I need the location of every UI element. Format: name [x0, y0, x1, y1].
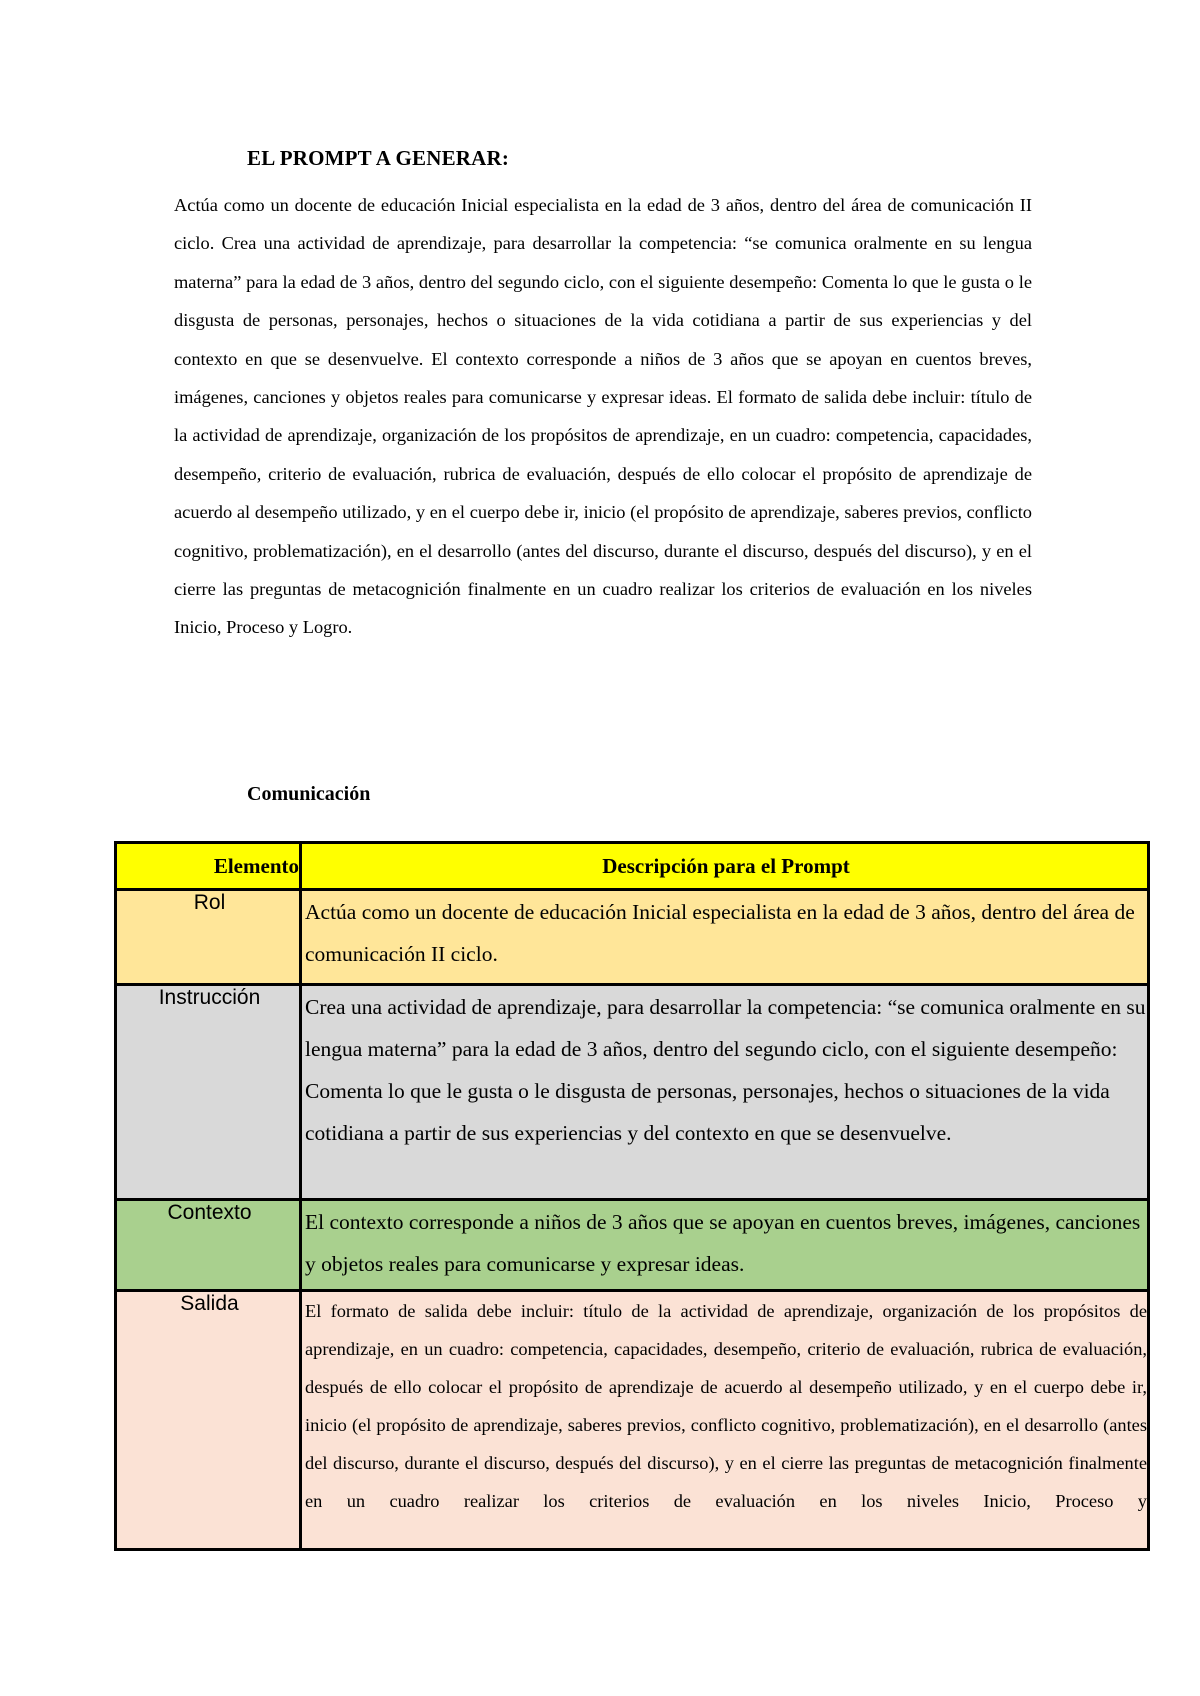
- section-title: Comunicación: [247, 783, 371, 805]
- table-header-row: [116, 843, 1149, 890]
- row-cell-salida: [301, 1291, 1149, 1550]
- row-text-rol: Actúa como un docente de educación Inicial especialista en la edad de 3 años, dentro del área de comunicación II ciclo.: [301, 890, 1149, 985]
- row-text-instruccion: Crea una actividad de aprendizaje, para desarrollar la competencia: “se comunica oralmente en su lengua materna” para la edad de 3 años, dentro del segundo ciclo, con el siguiente desempeño: Comenta lo que le gusta o le disgusta de personas, personajes, hechos o situaciones de la vida cotidiana a partir de sus experiencias y del contexto en que se desenvuelve.: [301, 985, 1149, 1200]
- prompt-elements-table: [114, 841, 1150, 1551]
- row-text-contexto: El contexto corresponde a niños de 3 años que se apoyan en cuentos breves, imágenes, canciones y objetos reales para comunicarse y expresar ideas.: [301, 1200, 1149, 1291]
- document-title: EL PROMPT A GENERAR:: [247, 146, 510, 170]
- row-label-rol: Rol: [116, 890, 301, 985]
- intro-paragraph: Actúa como un docente de educación Inicial especialista en la edad de 3 años, dentro del área de comunicación II ciclo. Crea una actividad de aprendizaje, para desarrollar la competencia: “se comunica oralmente en su lengua materna” para la edad de 3 años, dentro del segundo ciclo, con el siguiente desempeño: Comenta lo que le gusta o le disgusta de personas, personajes, hechos o situaciones de la vida cotidiana a partir de sus experiencias y del contexto en que se desenvuelve. El contexto corresponde a niños de 3 años que se apoyan en cuentos breves, imágenes, canciones y objetos reales para comunicarse y expresar ideas. El formato de salida debe incluir: título de la actividad de aprendizaje, organización de los propósitos de aprendizaje, en un cuadro: competencia, capacidades, desempeño, criterio de evaluación, rubrica de evaluación, después de ello colocar el propósito de aprendizaje de acuerdo al desempeño utilizado, y en el cuerpo debe ir, inicio (el propósito de aprendizaje, saberes previos, conflicto cognitivo, problematización), en el desarrollo (antes del discurso, durante el discurso, después del discurso), y en el cierre las preguntas de metacognición finalmente en un cuadro realizar los criterios de evaluación en los niveles Inicio, Proceso y Logro.: [174, 195, 1032, 638]
- row-label-contexto: Contexto: [116, 1200, 301, 1291]
- table-row-instruccion: [116, 985, 1149, 1200]
- header-description: Descripción para el Prompt: [301, 843, 1149, 890]
- table-row-contexto: [116, 1200, 1149, 1291]
- row-label-instruccion: Instrucción: [116, 985, 301, 1200]
- row-label-salida: Salida: [116, 1291, 301, 1550]
- table-row-salida: [116, 1291, 1149, 1550]
- row-text-salida: El formato de salida debe incluir: título de la actividad de aprendizaje, organización de los propósitos de aprendizaje, en un cuadro: competencia, capacidades, desempeño, criterio de evaluación, rubrica de evaluación, después de ello colocar el propósito de aprendizaje de acuerdo al desempeño utilizado, y en el cuerpo debe ir, inicio (el propósito de aprendizaje, saberes previos, conflicto cognitivo, problematización), en el desarrollo (antes del discurso, durante el discurso, después del discurso), y en el cierre las preguntas de metacognición finalmente en un cuadro realizar los criterios de evaluación en los niveles Inicio, Proceso y: [305, 1301, 1147, 1511]
- header-element: Elemento: [116, 843, 301, 890]
- table-row-rol: [116, 890, 1149, 985]
